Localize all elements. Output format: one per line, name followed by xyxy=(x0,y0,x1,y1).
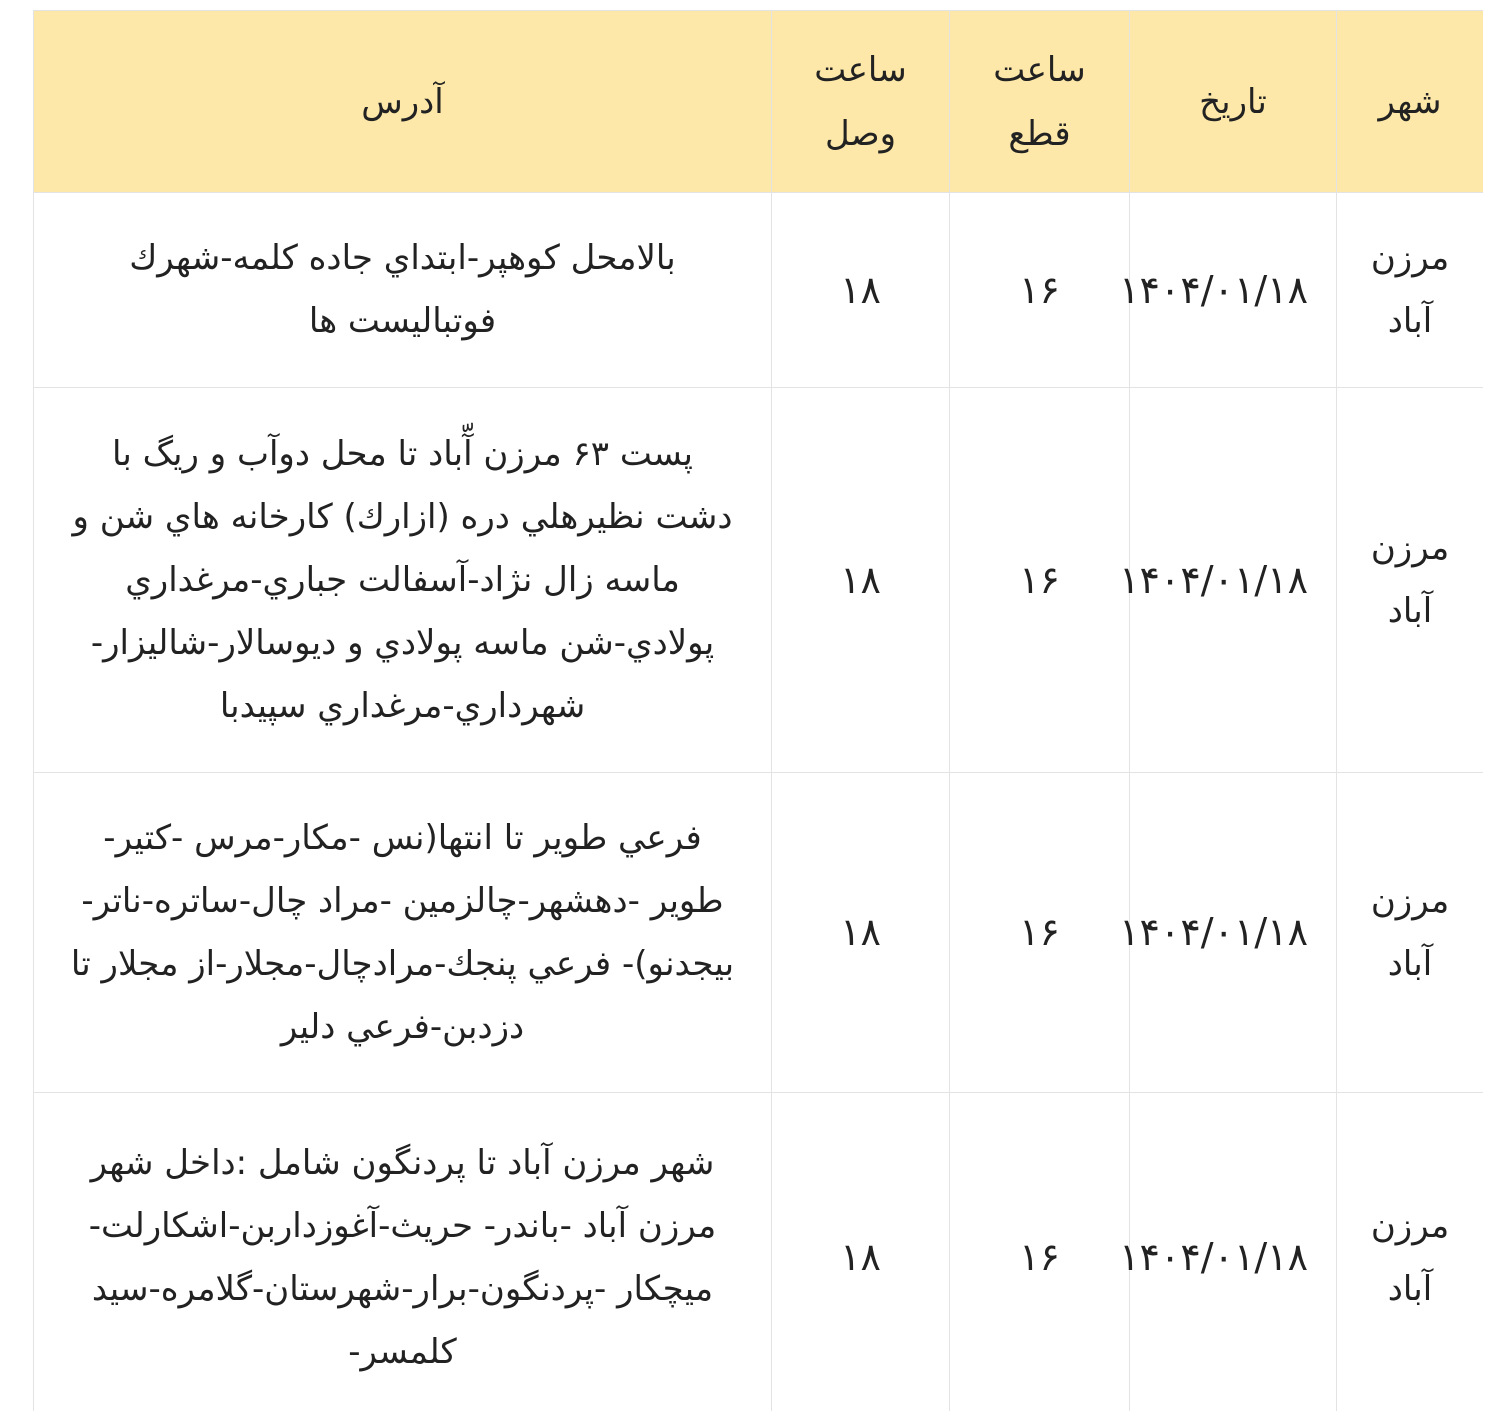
cell-date: ۱۴۰۴/۰۱/۱۸ xyxy=(1130,773,1337,1093)
cell-address: فرعي طوير تا انتها(نس -مكار-مرس -كتير-طوير -دهشهر-چالزمين -مراد چال-ساتره-ناتر-بيجدنو)- فرعي پنجك-مرادچال-مجلار-از مجلار تا دزدبن-فرعي دلير xyxy=(34,773,772,1093)
table-row xyxy=(34,388,1484,773)
cell-date: ۱۴۰۴/۰۱/۱۸ xyxy=(1130,1093,1337,1411)
cell-cut-time: ۱۶ xyxy=(950,193,1130,388)
cell-address: شهر مرزن آباد تا پردنگون شامل :داخل شهر مرزن آباد -باندر- حريث-آغوزداربن-اشكارلت-ميچكار -پردنگون-برار-شهرستان-گلامره-سيد كلمسر- xyxy=(34,1093,772,1411)
table-row xyxy=(34,1093,1484,1411)
cell-city: مرزن آباد xyxy=(1337,773,1484,1093)
power-outage-table xyxy=(33,10,1483,1411)
table-row xyxy=(34,193,1484,388)
cell-connect-time: ۱۸ xyxy=(772,388,950,773)
cell-city: مرزن آباد xyxy=(1337,193,1484,388)
header-city: شهر xyxy=(1337,11,1484,193)
cell-date: ۱۴۰۴/۰۱/۱۸ xyxy=(1130,193,1337,388)
header-cut-time: ساعت قطع xyxy=(950,11,1130,193)
cell-address: پست ۶۳ مرزن آّباد تا محل دوآب و ريگ با دشت نظيرهلي دره (ازارك) كارخانه هاي شن و ماسه زال نژاد-آسفالت جباري-مرغداري پولادي-شن ماسه پولادي و ديوسالار-شاليزار-شهرداري-مرغداري سپيدبا xyxy=(34,388,772,773)
table-header xyxy=(34,11,1484,193)
cell-city: مرزن آباد xyxy=(1337,388,1484,773)
cell-connect-time: ۱۸ xyxy=(772,1093,950,1411)
cell-cut-time: ۱۶ xyxy=(950,388,1130,773)
outage-table-container xyxy=(33,10,1483,1411)
cell-connect-time: ۱۸ xyxy=(772,193,950,388)
cell-cut-time: ۱۶ xyxy=(950,773,1130,1093)
header-address: آدرس xyxy=(34,11,772,193)
cell-cut-time: ۱۶ xyxy=(950,1093,1130,1411)
table-row xyxy=(34,773,1484,1093)
cell-address: بالامحل كوهپر-ابتداي جاده كلمه-شهرك فوتباليست ها xyxy=(34,193,772,388)
header-row xyxy=(34,11,1484,193)
header-date: تاریخ xyxy=(1130,11,1337,193)
table-body xyxy=(34,193,1484,1411)
cell-city: مرزن آباد xyxy=(1337,1093,1484,1411)
cell-connect-time: ۱۸ xyxy=(772,773,950,1093)
cell-date: ۱۴۰۴/۰۱/۱۸ xyxy=(1130,388,1337,773)
header-connect-time: ساعت وصل xyxy=(772,11,950,193)
